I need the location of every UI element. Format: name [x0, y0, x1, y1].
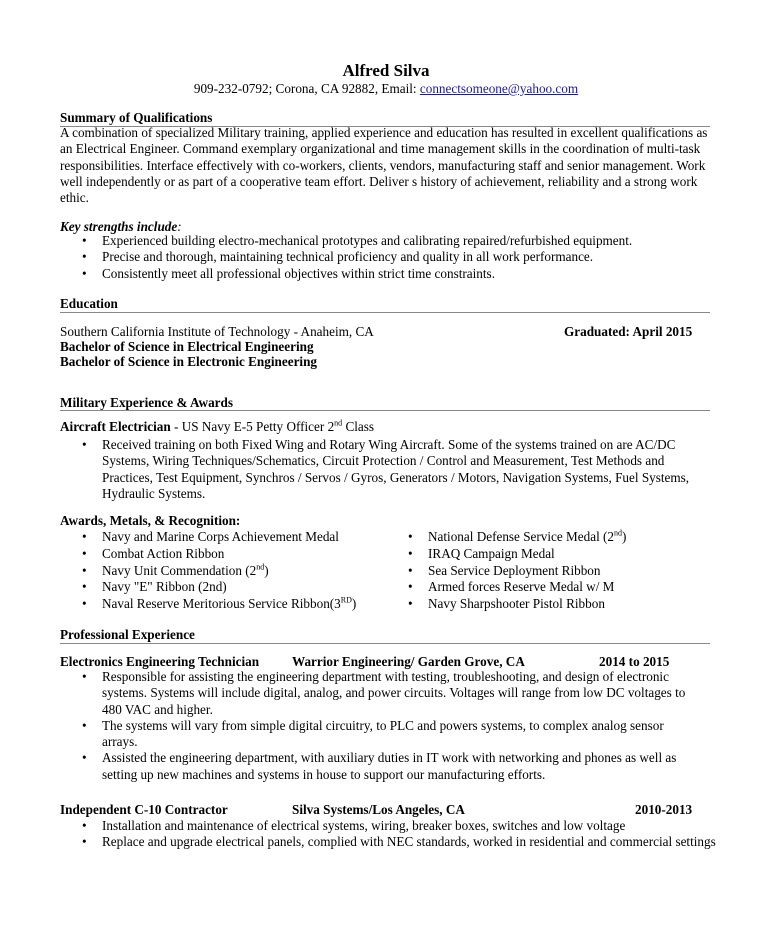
- awards-heading: Awards, Metals, & Recognition:: [60, 513, 241, 528]
- job-bullets: [60, 669, 700, 783]
- job-company: Warrior Engineering/ Garden Grove, CA: [292, 654, 525, 669]
- list-item: • Received training on both Fixed Wing and Rotary Wing Aircraft. Some of the systems trained on are AC/DC Systems, Wiring Techniques/Schematics, Circuit Protection / Control and Measurement, Test Methods and Practices, Test Equipment, Synchros / Servos / Gyros, Generators / Motors, Navigation Systems, Fuel Systems, Hydraulic Systems.: [60, 437, 700, 502]
- award-text: Navy and Marine Corps Achievement Medal: [102, 529, 339, 544]
- job-header: [60, 654, 712, 670]
- award-item: [60, 579, 386, 596]
- strengths-list: [60, 233, 712, 282]
- job-dates: 2010-2013: [635, 802, 693, 817]
- strengths-label-text: Key strengths include: [60, 219, 178, 234]
- list-item: • Experienced building electro-mechanical prototypes and calibrating repaired/refurbished equipment.: [60, 233, 712, 249]
- job-title: Independent C-10 Contractor: [60, 802, 228, 817]
- divider: [60, 643, 710, 644]
- award-item: [60, 596, 386, 613]
- list-item: • Assisted the engineering department, with auxiliary duties in IT work with networking and phones as well as setting up new machines and systems in house to support our manufacturing efforts.: [60, 750, 700, 783]
- degree: Bachelor of Science in Electrical Engineering: [60, 339, 314, 354]
- list-item: • Responsible for assisting the engineering department with testing, troubleshooting, and design of electronic systems. Systems will include digital, analog, and power circuits. Voltages will range from low DC voltages to 480 VAC and higher.: [60, 669, 700, 718]
- graduation-date: Graduated: April 2015: [564, 324, 693, 339]
- strengths-label: Key strengths include:: [60, 219, 182, 234]
- list-item: • Installation and maintenance of electrical systems, wiring, breaker boxes, switches and low voltage: [60, 818, 740, 834]
- award-text: Navy "E" Ribbon (2nd): [102, 579, 227, 595]
- school: Southern California Institute of Technology - Anaheim, CA: [60, 324, 374, 339]
- award-tail: ): [264, 562, 269, 578]
- award-item: [386, 563, 712, 580]
- award-sup: nd: [614, 528, 623, 538]
- list-item: • The systems will vary from simple digital circuitry, to PLC and powers systems, to complex analog sensor arrays.: [60, 718, 700, 751]
- award-tail: ): [351, 596, 357, 612]
- email-link[interactable]: connectsomeone@yahoo.com: [419, 81, 579, 96]
- role-sup: nd: [334, 418, 343, 428]
- military-heading: Military Experience & Awards: [60, 395, 233, 410]
- award-text: Naval Reserve Meritorious Service Ribbon(3: [102, 596, 341, 612]
- job-title: Electronics Engineering Technician: [60, 654, 260, 669]
- military-role: [60, 419, 712, 435]
- role-title: Aircraft Electrician: [60, 419, 171, 434]
- divider: [60, 312, 710, 313]
- award-text: Navy Sharpshooter Pistol Ribbon: [428, 596, 605, 612]
- award-text: Combat Action Ribbon: [102, 545, 225, 561]
- list-item: • Precise and thorough, maintaining technical proficiency and quality in all work performance.: [60, 249, 712, 265]
- education-heading: Education: [60, 296, 118, 311]
- awards-columns: [60, 529, 712, 613]
- summary-heading: Summary of Qualifications: [60, 110, 213, 125]
- awards-left: [60, 529, 386, 613]
- summary-text: A combination of specialized Military training, applied experience and education has resulted in excellent qualifications as an Electrical Engineer. Command exemplary organizational and time management skills in the coordination of multi-task responsibilities. Interface effectively with co-workers, clients, vendors, manufacturing staff and senior management. Work well independently or as part of a cooperative team effort. Deliver s history of achievement, reliability and a strong work ethic.: [60, 125, 708, 206]
- award-text: Armed forces Reserve Medal w/ M: [428, 579, 615, 595]
- military-bullets: [60, 437, 700, 502]
- divider: [60, 410, 710, 411]
- list-item: • Replace and upgrade electrical panels, complied with NEC standards, worked in residential and commercial settings: [60, 834, 740, 850]
- resume-name: Alfred Silva: [342, 61, 430, 80]
- awards-right: [386, 529, 712, 613]
- role-detail: - US Navy E-5 Petty Officer 2: [170, 419, 335, 434]
- job-dates: 2014 to 2015: [599, 654, 670, 669]
- contact-text: 909-232-0792; Corona, CA 92882, Email:: [193, 81, 420, 96]
- award-item: [60, 546, 386, 563]
- degree: Bachelor of Science in Electronic Engineering: [60, 354, 318, 369]
- award-item: [386, 546, 712, 563]
- award-text: IRAQ Campaign Medal: [428, 545, 555, 561]
- award-item: [60, 563, 386, 580]
- award-text: Sea Service Deployment Ribbon: [428, 562, 601, 578]
- award-text: National Defense Service Medal (2: [428, 529, 615, 544]
- job-company: Silva Systems/Los Angeles, CA: [292, 802, 465, 817]
- professional-heading: Professional Experience: [60, 627, 195, 642]
- award-item: [386, 579, 712, 596]
- award-item: [386, 529, 712, 546]
- contact-line: [60, 81, 712, 97]
- award-sup: nd: [256, 562, 265, 572]
- award-item: [60, 529, 386, 546]
- award-tail: ): [622, 529, 627, 544]
- role-tail: Class: [342, 419, 375, 434]
- award-sup: RD: [340, 595, 352, 605]
- award-item: [386, 596, 712, 613]
- job-header: [60, 802, 712, 818]
- award-text: Navy Unit Commendation (2: [102, 562, 257, 578]
- list-item: • Consistently meet all professional objectives within strict time constraints.: [60, 266, 712, 282]
- job-bullets: [60, 818, 740, 851]
